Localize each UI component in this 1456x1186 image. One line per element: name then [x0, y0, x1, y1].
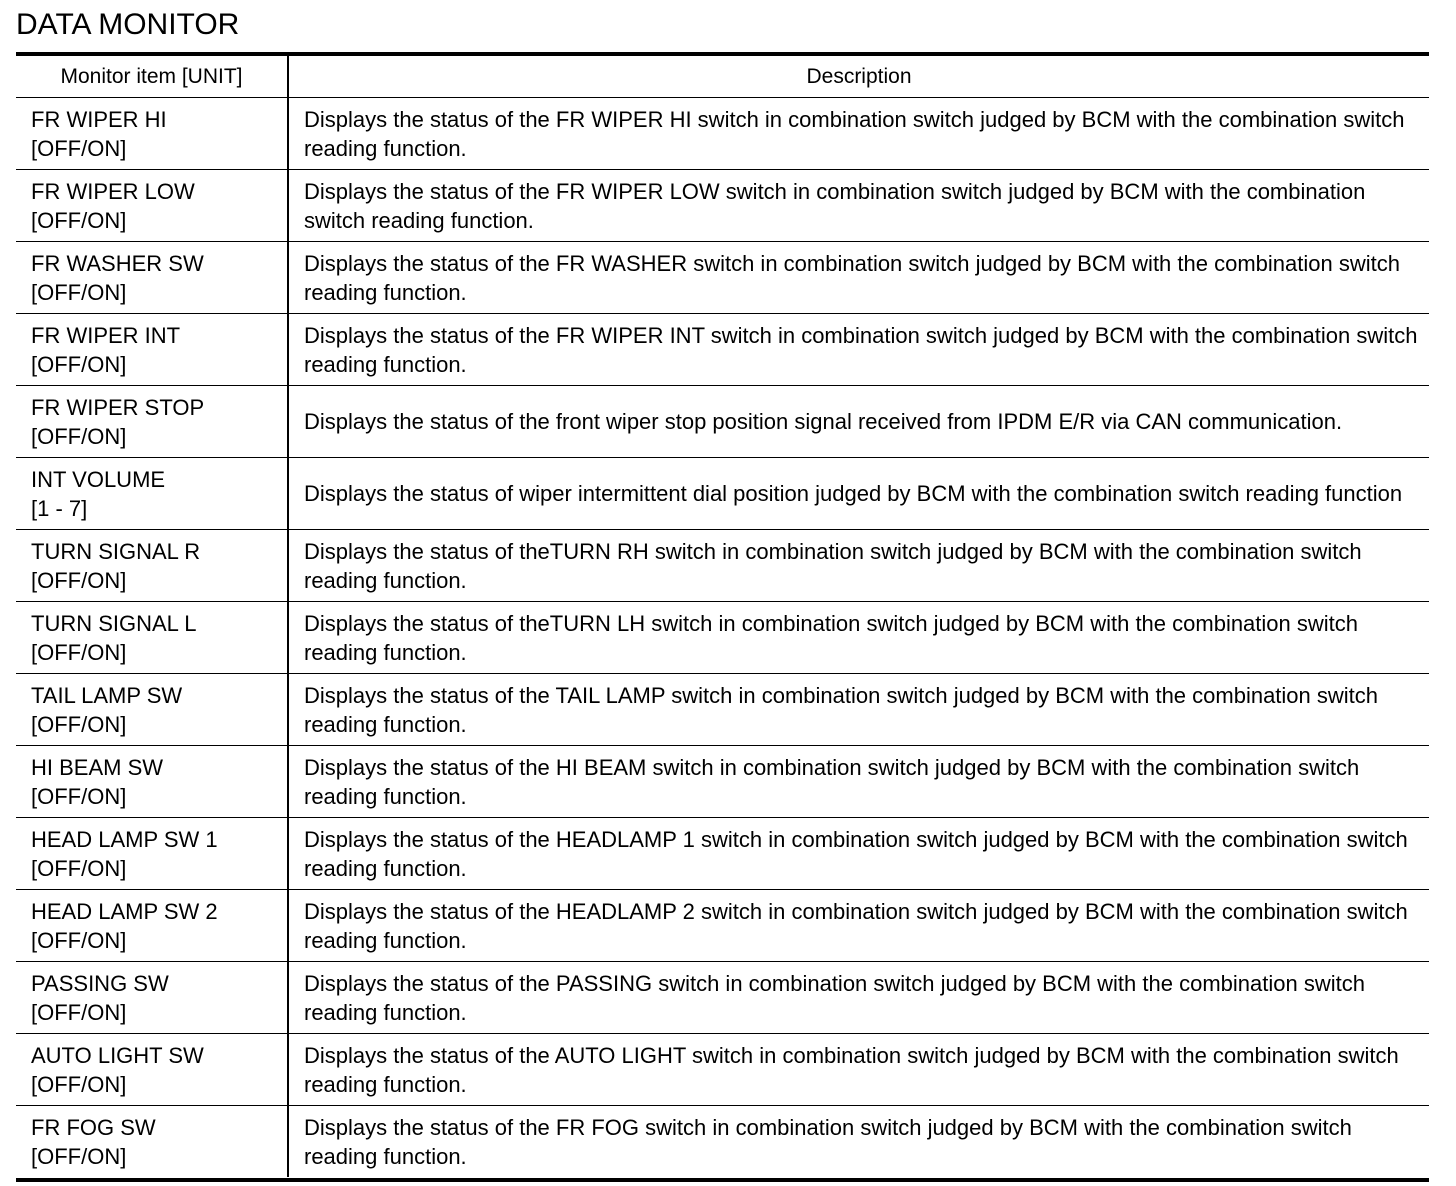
- monitor-item-unit: [1 - 7]: [31, 495, 88, 521]
- monitor-item-unit: [OFF/ON]: [31, 639, 127, 665]
- bottom-rule: [16, 1178, 1429, 1182]
- monitor-item-cell: [16, 890, 288, 962]
- monitor-item-unit: [OFF/ON]: [31, 855, 127, 881]
- monitor-item-name: TAIL LAMP SW: [31, 682, 183, 708]
- monitor-item-cell: [16, 674, 288, 746]
- monitor-item-unit: [OFF/ON]: [31, 1143, 127, 1169]
- table-row: [16, 98, 1429, 170]
- monitor-item-unit: [OFF/ON]: [31, 927, 127, 953]
- table-row: [16, 818, 1429, 890]
- monitor-item-unit: [OFF/ON]: [31, 711, 127, 737]
- monitor-item-cell: [16, 602, 288, 674]
- description-cell: Displays the status of the front wiper stop position signal received from IPDM E/R via CAN communication.: [288, 386, 1429, 458]
- monitor-item-cell: [16, 530, 288, 602]
- monitor-item-unit: [OFF/ON]: [31, 567, 127, 593]
- monitor-item-name: FR WIPER HI: [31, 106, 167, 132]
- table-header-row: [16, 56, 1429, 98]
- monitor-item-name: TURN SIGNAL R: [31, 538, 201, 564]
- monitor-item-cell: [16, 962, 288, 1034]
- monitor-item-name: PASSING SW: [31, 970, 169, 996]
- table-row: [16, 1034, 1429, 1106]
- table-row: [16, 890, 1429, 962]
- monitor-item-unit: [OFF/ON]: [31, 135, 127, 161]
- page-title: DATA MONITOR: [16, 8, 240, 41]
- monitor-item-name: HEAD LAMP SW 1: [31, 826, 218, 852]
- monitor-item-unit: [OFF/ON]: [31, 999, 127, 1025]
- table-row: [16, 458, 1429, 530]
- monitor-item-unit: [OFF/ON]: [31, 279, 127, 305]
- monitor-item-unit: [OFF/ON]: [31, 351, 127, 377]
- monitor-item-cell: [16, 1106, 288, 1178]
- monitor-item-cell: [16, 98, 288, 170]
- monitor-item-unit: [OFF/ON]: [31, 423, 127, 449]
- description-cell: Displays the status of the HEADLAMP 1 switch in combination switch judged by BCM with the combination switch reading function.: [288, 818, 1429, 890]
- monitor-item-name: FR WIPER INT: [31, 322, 181, 348]
- monitor-item-name: FR FOG SW: [31, 1114, 156, 1140]
- description-cell: Displays the status of the FR WIPER HI switch in combination switch judged by BCM with the combination switch reading function.: [288, 98, 1429, 170]
- monitor-item-cell: [16, 1034, 288, 1106]
- table-row: [16, 170, 1429, 242]
- table-body: [16, 98, 1429, 1178]
- description-cell: Displays the status of the HI BEAM switch in combination switch judged by BCM with the combination switch reading function.: [288, 746, 1429, 818]
- description-cell: Displays the status of the PASSING switch in combination switch judged by BCM with the combination switch reading function.: [288, 962, 1429, 1034]
- monitor-item-cell: [16, 818, 288, 890]
- table-row: [16, 674, 1429, 746]
- column-header-description: Description: [288, 56, 1429, 98]
- monitor-item-name: INT VOLUME: [31, 466, 166, 492]
- monitor-item-name: HEAD LAMP SW 2: [31, 898, 218, 924]
- table-row: [16, 314, 1429, 386]
- description-cell: Displays the status of the TAIL LAMP switch in combination switch judged by BCM with the combination switch reading function.: [288, 674, 1429, 746]
- description-cell: Displays the status of wiper intermittent dial position judged by BCM with the combination switch reading function: [288, 458, 1429, 530]
- description-cell: Displays the status of the FR WIPER INT switch in combination switch judged by BCM with the combination switch reading function.: [288, 314, 1429, 386]
- monitor-item-name: FR WASHER SW: [31, 250, 204, 276]
- data-monitor-table: [16, 56, 1429, 1177]
- monitor-item-name: AUTO LIGHT SW: [31, 1042, 204, 1068]
- description-cell: Displays the status of theTURN LH switch in combination switch judged by BCM with the combination switch reading function.: [288, 602, 1429, 674]
- description-cell: Displays the status of the HEADLAMP 2 switch in combination switch judged by BCM with the combination switch reading function.: [288, 890, 1429, 962]
- description-cell: Displays the status of the FR WASHER switch in combination switch judged by BCM with the combination switch reading function.: [288, 242, 1429, 314]
- monitor-item-unit: [OFF/ON]: [31, 1071, 127, 1097]
- table-row: [16, 386, 1429, 458]
- table-row: [16, 746, 1429, 818]
- table-row: [16, 962, 1429, 1034]
- table-row: [16, 1106, 1429, 1178]
- monitor-item-cell: [16, 458, 288, 530]
- monitor-item-unit: [OFF/ON]: [31, 783, 127, 809]
- monitor-item-cell: [16, 170, 288, 242]
- table-row: [16, 602, 1429, 674]
- monitor-item-name: TURN SIGNAL L: [31, 610, 197, 636]
- monitor-item-name: FR WIPER LOW: [31, 178, 195, 204]
- description-cell: Displays the status of the AUTO LIGHT switch in combination switch judged by BCM with the combination switch reading function.: [288, 1034, 1429, 1106]
- monitor-item-unit: [OFF/ON]: [31, 207, 127, 233]
- column-header-item: Monitor item [UNIT]: [16, 56, 288, 98]
- monitor-item-cell: [16, 386, 288, 458]
- monitor-item-cell: [16, 242, 288, 314]
- description-cell: Displays the status of theTURN RH switch in combination switch judged by BCM with the combination switch reading function.: [288, 530, 1429, 602]
- monitor-item-cell: [16, 746, 288, 818]
- monitor-item-name: HI BEAM SW: [31, 754, 164, 780]
- description-cell: Displays the status of the FR WIPER LOW switch in combination switch judged by BCM with the combination switch reading function.: [288, 170, 1429, 242]
- monitor-item-name: FR WIPER STOP: [31, 394, 205, 420]
- description-cell: Displays the status of the FR FOG switch in combination switch judged by BCM with the combination switch reading function.: [288, 1106, 1429, 1178]
- table-row: [16, 530, 1429, 602]
- table-row: [16, 242, 1429, 314]
- monitor-item-cell: [16, 314, 288, 386]
